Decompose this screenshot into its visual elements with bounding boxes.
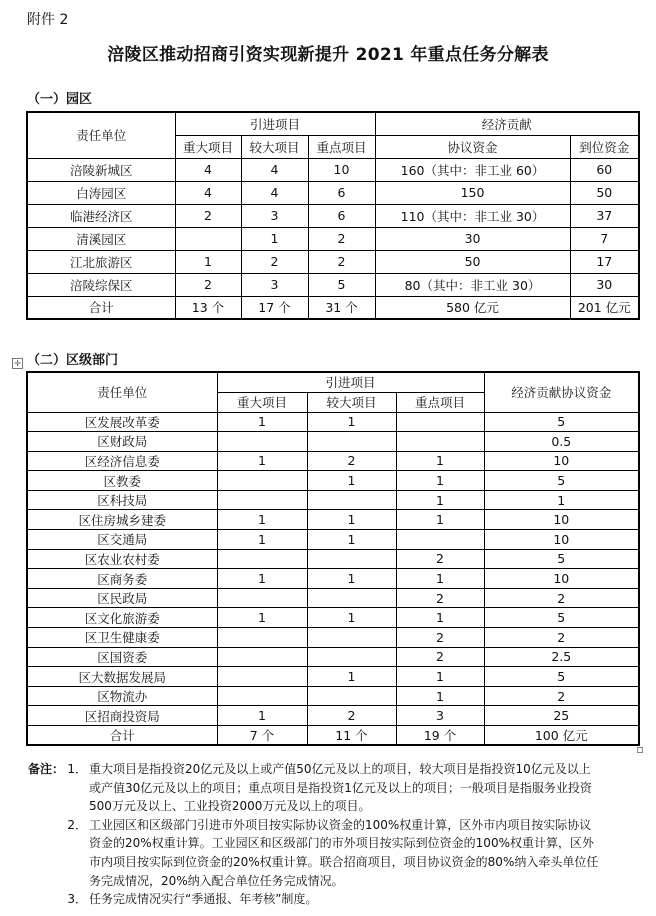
cell-unit: 区招商投资局 bbox=[27, 706, 217, 726]
note-indent bbox=[28, 779, 65, 798]
table-row bbox=[27, 273, 639, 296]
cell-major: 4 bbox=[175, 158, 241, 181]
note-text: 务完成情况，20%纳入配合单位任务完成情况。 bbox=[89, 873, 344, 888]
cell-large: 4 bbox=[241, 158, 308, 181]
table-row bbox=[27, 181, 639, 204]
cell-agreement: 110（其中：非工业 30） bbox=[375, 204, 570, 227]
document-title: 涪陵区推动招商引资实现新提升 2021 年重点任务分解表 bbox=[107, 45, 549, 65]
cell-key: 2 bbox=[396, 647, 484, 667]
note-number: 2． bbox=[67, 817, 87, 832]
cell-major bbox=[217, 549, 307, 569]
cell-funds: 5 bbox=[484, 549, 639, 569]
cell-funds: 5 bbox=[484, 471, 639, 491]
cell-major bbox=[175, 227, 241, 250]
cell-unit: 区国资委 bbox=[27, 647, 217, 667]
cell-unit: 白涛园区 bbox=[27, 181, 175, 204]
cell-large bbox=[307, 432, 396, 452]
total-key: 31 个 bbox=[308, 296, 375, 319]
cell-major: 4 bbox=[175, 181, 241, 204]
cell-funds: 10 bbox=[484, 530, 639, 550]
cell-key: 1 bbox=[396, 451, 484, 471]
note-text: 市内项目按实际到位资金的20%权重计算。联合招商项目，项目协议资金的80%纳入牵头单位任 bbox=[89, 854, 599, 869]
total-key: 19 个 bbox=[396, 726, 484, 746]
cell-major: 1 bbox=[175, 250, 241, 273]
cell-large: 1 bbox=[307, 412, 396, 432]
table-row bbox=[27, 250, 639, 273]
note-line bbox=[28, 872, 638, 891]
cell-key: 10 bbox=[308, 158, 375, 181]
cell-unit: 区大数据发展局 bbox=[27, 667, 217, 687]
cell-large: 1 bbox=[307, 530, 396, 550]
note-number bbox=[65, 779, 89, 798]
header-unit: 责任单位 bbox=[27, 112, 175, 158]
cell-major: 1 bbox=[217, 451, 307, 471]
total-funds: 100 亿元 bbox=[484, 726, 639, 746]
table-row bbox=[27, 204, 639, 227]
cell-funds: 2 bbox=[484, 588, 639, 608]
cell-key: 3 bbox=[396, 706, 484, 726]
header-key: 重点项目 bbox=[396, 392, 484, 412]
cell-large bbox=[307, 628, 396, 648]
cell-unit: 区文化旅游委 bbox=[27, 608, 217, 628]
cell-funds: 5 bbox=[484, 412, 639, 432]
cell-major: 2 bbox=[175, 273, 241, 296]
cell-unit: 区交通局 bbox=[27, 530, 217, 550]
cell-key: 1 bbox=[396, 490, 484, 510]
note-text: 资金的20%权重计算。工业园区和区级部门的市外项目按实际到位资金的100%权重计算，区外 bbox=[89, 836, 594, 851]
cell-funds: 1 bbox=[484, 490, 639, 510]
cell-major: 1 bbox=[217, 510, 307, 530]
cell-key: 5 bbox=[308, 273, 375, 296]
note-indent bbox=[28, 853, 65, 872]
cell-large: 1 bbox=[307, 471, 396, 491]
cell-major bbox=[217, 628, 307, 648]
section2-heading: （二）区级部门 bbox=[27, 353, 119, 368]
table-move-handle-icon[interactable]: ✛ bbox=[12, 358, 23, 369]
table-row bbox=[27, 412, 639, 432]
cell-unit: 区卫生健康委 bbox=[27, 628, 217, 648]
cell-large: 1 bbox=[307, 608, 396, 628]
header-key: 重点项目 bbox=[308, 135, 375, 158]
cell-unit: 区农业农村委 bbox=[27, 549, 217, 569]
note-line bbox=[28, 779, 638, 798]
note-line bbox=[28, 890, 638, 909]
departments-table bbox=[26, 371, 640, 746]
table-resize-handle[interactable] bbox=[637, 747, 643, 753]
cell-agreement: 30 bbox=[375, 227, 570, 250]
cell-large: 4 bbox=[241, 181, 308, 204]
cell-major: 1 bbox=[217, 608, 307, 628]
cell-funds: 5 bbox=[484, 608, 639, 628]
cell-large bbox=[307, 588, 396, 608]
cell-key bbox=[396, 432, 484, 452]
cell-large bbox=[307, 490, 396, 510]
cell-major bbox=[217, 588, 307, 608]
note-indent bbox=[28, 816, 65, 835]
cell-key: 6 bbox=[308, 181, 375, 204]
header-row bbox=[27, 372, 639, 392]
note-number bbox=[65, 853, 89, 872]
header-major: 重大项目 bbox=[175, 135, 241, 158]
cell-funds: 10 bbox=[484, 569, 639, 589]
header-large: 较大项目 bbox=[307, 392, 396, 412]
total-row bbox=[27, 296, 639, 319]
table-row bbox=[27, 158, 639, 181]
note-indent bbox=[28, 797, 65, 816]
note-line bbox=[28, 797, 638, 816]
cell-large: 2 bbox=[307, 451, 396, 471]
cell-funds: 2.5 bbox=[484, 647, 639, 667]
table-row bbox=[27, 608, 639, 628]
cell-large: 2 bbox=[307, 706, 396, 726]
cell-key: 2 bbox=[396, 549, 484, 569]
cell-funds: 2 bbox=[484, 628, 639, 648]
cell-key: 1 bbox=[396, 608, 484, 628]
cell-major bbox=[217, 432, 307, 452]
notes-block bbox=[28, 760, 638, 909]
note-line bbox=[28, 834, 638, 853]
note-text: 任务完成情况实行“季通报、年考核”制度。 bbox=[89, 892, 318, 907]
parks-table bbox=[26, 111, 640, 320]
total-unit: 合计 bbox=[27, 296, 175, 319]
cell-arrived: 17 bbox=[570, 250, 639, 273]
cell-unit: 涪陵综保区 bbox=[27, 273, 175, 296]
cell-unit: 区财政局 bbox=[27, 432, 217, 452]
table-row bbox=[27, 227, 639, 250]
cell-unit: 涪陵新城区 bbox=[27, 158, 175, 181]
cell-funds: 5 bbox=[484, 667, 639, 687]
cell-agreement: 150 bbox=[375, 181, 570, 204]
table-row bbox=[27, 667, 639, 687]
table-row bbox=[27, 451, 639, 471]
cell-funds: 0.5 bbox=[484, 432, 639, 452]
note-number: 1． bbox=[67, 762, 87, 776]
cell-unit: 区经济信息委 bbox=[27, 451, 217, 471]
header-unit: 责任单位 bbox=[27, 372, 217, 412]
table-row bbox=[27, 549, 639, 569]
cell-key bbox=[396, 412, 484, 432]
cell-key: 1 bbox=[396, 510, 484, 530]
cell-major: 1 bbox=[217, 569, 307, 589]
cell-major: 1 bbox=[217, 412, 307, 432]
note-text: 或产值30亿元及以上的项目；重点项目是指投资1亿元及以上的项目；一般项目是指服务业投资 bbox=[89, 780, 592, 795]
table-row bbox=[27, 588, 639, 608]
total-large: 17 个 bbox=[241, 296, 308, 319]
table-row bbox=[27, 510, 639, 530]
cell-arrived: 50 bbox=[570, 181, 639, 204]
cell-arrived: 60 bbox=[570, 158, 639, 181]
cell-major bbox=[217, 647, 307, 667]
cell-large: 1 bbox=[241, 227, 308, 250]
table-row bbox=[27, 628, 639, 648]
cell-unit: 区民政局 bbox=[27, 588, 217, 608]
section1-heading: （一）园区 bbox=[27, 92, 93, 107]
table-row bbox=[27, 569, 639, 589]
cell-key: 6 bbox=[308, 204, 375, 227]
total-arrived: 201 亿元 bbox=[570, 296, 639, 319]
cell-key bbox=[396, 530, 484, 550]
note-line bbox=[28, 853, 638, 872]
note-text: 工业园区和区级部门引进市外项目按实际协议资金的100%权重计算，区外市内项目按实际协议 bbox=[89, 817, 592, 832]
header-projects: 引进项目 bbox=[175, 112, 375, 135]
cell-unit: 区住房城乡建委 bbox=[27, 510, 217, 530]
cell-key: 1 bbox=[396, 569, 484, 589]
notes-label: 备注： bbox=[28, 762, 65, 776]
note-number: 3． bbox=[67, 892, 87, 907]
header-contribution: 经济贡献协议资金 bbox=[484, 372, 639, 412]
cell-key: 2 bbox=[308, 227, 375, 250]
cell-unit: 临港经济区 bbox=[27, 204, 175, 227]
note-indent bbox=[28, 872, 65, 891]
note-indent bbox=[28, 834, 65, 853]
cell-large bbox=[307, 686, 396, 706]
cell-major bbox=[217, 686, 307, 706]
note-number bbox=[65, 834, 89, 853]
cell-large: 1 bbox=[307, 510, 396, 530]
cell-agreement: 50 bbox=[375, 250, 570, 273]
cell-large: 1 bbox=[307, 569, 396, 589]
note-line bbox=[28, 760, 638, 779]
note-line bbox=[28, 816, 638, 835]
cell-major: 2 bbox=[175, 204, 241, 227]
cell-funds: 2 bbox=[484, 686, 639, 706]
cell-major: 1 bbox=[217, 706, 307, 726]
note-number bbox=[65, 797, 89, 816]
cell-unit: 区教委 bbox=[27, 471, 217, 491]
cell-key: 2 bbox=[396, 628, 484, 648]
header-row bbox=[27, 112, 639, 135]
cell-key: 2 bbox=[396, 588, 484, 608]
cell-large bbox=[307, 549, 396, 569]
cell-funds: 10 bbox=[484, 451, 639, 471]
cell-major bbox=[217, 667, 307, 687]
cell-funds: 10 bbox=[484, 510, 639, 530]
cell-unit: 区科技局 bbox=[27, 490, 217, 510]
header-contribution: 经济贡献 bbox=[375, 112, 639, 135]
total-unit: 合计 bbox=[27, 726, 217, 746]
table-row bbox=[27, 490, 639, 510]
note-text: 500万元及以上、工业投资2000万元及以上的项目。 bbox=[89, 799, 371, 814]
cell-major bbox=[217, 471, 307, 491]
cell-large: 2 bbox=[241, 250, 308, 273]
cell-arrived: 37 bbox=[570, 204, 639, 227]
cell-key: 1 bbox=[396, 667, 484, 687]
cell-key: 1 bbox=[396, 686, 484, 706]
cell-agreement: 80（其中：非工业 30） bbox=[375, 273, 570, 296]
cell-key: 2 bbox=[308, 250, 375, 273]
note-indent bbox=[28, 890, 65, 909]
cell-funds: 25 bbox=[484, 706, 639, 726]
cell-arrived: 7 bbox=[570, 227, 639, 250]
cell-unit: 江北旅游区 bbox=[27, 250, 175, 273]
header-projects: 引进项目 bbox=[217, 372, 484, 392]
cell-unit: 区商务委 bbox=[27, 569, 217, 589]
header-major: 重大项目 bbox=[217, 392, 307, 412]
cell-arrived: 30 bbox=[570, 273, 639, 296]
header-arrived: 到位资金 bbox=[570, 135, 639, 158]
table-row bbox=[27, 530, 639, 550]
total-major: 13 个 bbox=[175, 296, 241, 319]
table-row bbox=[27, 686, 639, 706]
note-number bbox=[65, 872, 89, 891]
total-row bbox=[27, 726, 639, 746]
header-agreement: 协议资金 bbox=[375, 135, 570, 158]
cell-unit: 清溪园区 bbox=[27, 227, 175, 250]
table-row bbox=[27, 471, 639, 491]
cell-key: 1 bbox=[396, 471, 484, 491]
cell-large: 3 bbox=[241, 204, 308, 227]
cell-large: 3 bbox=[241, 273, 308, 296]
table-row bbox=[27, 432, 639, 452]
cell-large bbox=[307, 647, 396, 667]
header-large: 较大项目 bbox=[241, 135, 308, 158]
note-text: 重大项目是指投资20亿元及以上或产值50亿元及以上的项目，较大项目是指投资10亿元及以上 bbox=[89, 762, 591, 776]
total-agreement: 580 亿元 bbox=[375, 296, 570, 319]
cell-large: 1 bbox=[307, 667, 396, 687]
total-large: 11 个 bbox=[307, 726, 396, 746]
cell-major bbox=[217, 490, 307, 510]
attachment-label: 附件 2 bbox=[27, 12, 69, 28]
cell-agreement: 160（其中：非工业 60） bbox=[375, 158, 570, 181]
cell-unit: 区发展改革委 bbox=[27, 412, 217, 432]
table-row bbox=[27, 706, 639, 726]
cell-unit: 区物流办 bbox=[27, 686, 217, 706]
total-major: 7 个 bbox=[217, 726, 307, 746]
table-row bbox=[27, 647, 639, 667]
cell-major: 1 bbox=[217, 530, 307, 550]
